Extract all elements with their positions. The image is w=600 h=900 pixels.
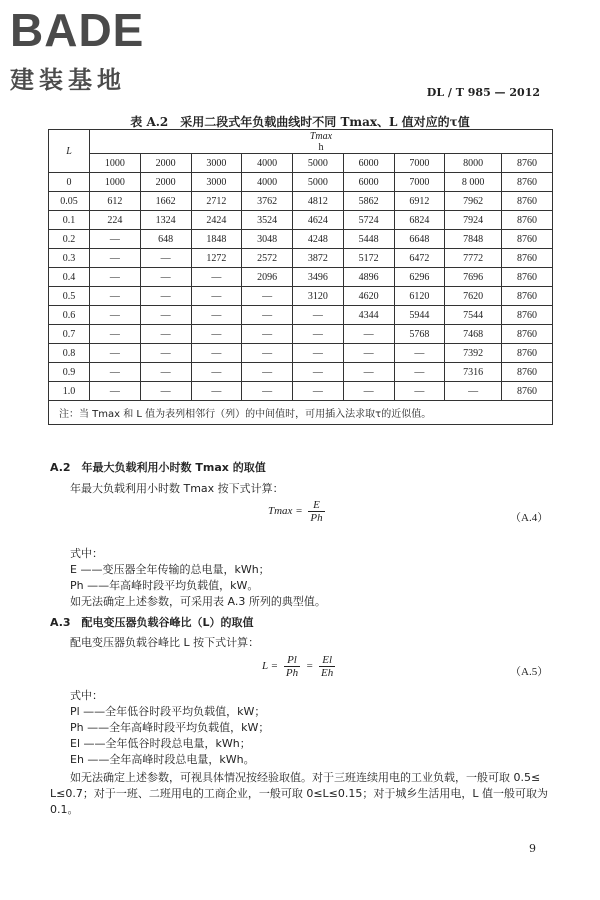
table-cell: — (343, 344, 394, 363)
table-cell: 5724 (343, 211, 394, 230)
column-header: 8000 (445, 154, 502, 173)
table-cell: — (191, 325, 242, 344)
a3-def-4: Eh ——全年高峰时段总电量，kWh。 (70, 753, 255, 766)
table-cell: — (191, 268, 242, 287)
table-cell: 2572 (242, 249, 293, 268)
table-cell: 648 (140, 230, 191, 249)
table-cell: 8760 (502, 249, 553, 268)
table-cell: — (90, 344, 141, 363)
table-cell: 6000 (343, 173, 394, 192)
row-l-value: 0.05 (49, 192, 90, 211)
column-header: 2000 (140, 154, 191, 173)
table-cell: 2424 (191, 211, 242, 230)
table-cell: — (191, 363, 242, 382)
table-cell: 8760 (502, 287, 553, 306)
row-l-value: 0.4 (49, 268, 90, 287)
table-cell: 4248 (293, 230, 344, 249)
a2-def-1: E ——变压器全年传输的总电量，kWh； (70, 563, 270, 576)
formula-a5: L = $\frac{Pl}{Ph}$ = $\frac{El}{Eh}$ (262, 654, 334, 679)
table-cell: — (293, 344, 344, 363)
l-header: L (49, 130, 90, 173)
a3-paragraph-line-2: L≤0.7；对于一班、二班用电的工商企业，一般可取 0≤L≤0.15；对于城乡生活用电，L 值一般可取为 (50, 787, 549, 800)
table-cell: 8760 (502, 268, 553, 287)
table-cell: 8 000 (445, 173, 502, 192)
table-cell: — (90, 249, 141, 268)
table-cell: 1272 (191, 249, 242, 268)
table-cell: 2000 (140, 173, 191, 192)
table-cell: 612 (90, 192, 141, 211)
column-header: 7000 (394, 154, 445, 173)
logo-brand: BADE (10, 4, 145, 56)
table-cell: 4624 (293, 211, 344, 230)
table-cell: — (394, 344, 445, 363)
table-cell: 6472 (394, 249, 445, 268)
a2-intro: 年最大负载利用小时数 Tmax 按下式计算： (70, 482, 284, 495)
table-body (49, 173, 553, 401)
table-cell: 2712 (191, 192, 242, 211)
table-cell: — (394, 382, 445, 401)
table-cell: — (140, 268, 191, 287)
table-cell: — (90, 268, 141, 287)
table-note: 注：当 Tmax 和 L 值为表列相邻行（列）的中间值时，可用插入法求取τ的近似值。 (49, 401, 553, 425)
table-cell: — (90, 306, 141, 325)
table-cell: — (242, 306, 293, 325)
table-cell: 3496 (293, 268, 344, 287)
table-cell: 7544 (445, 306, 502, 325)
row-l-value: 1.0 (49, 382, 90, 401)
row-l-value: 0.7 (49, 325, 90, 344)
table-cell: 1848 (191, 230, 242, 249)
table-cell: — (140, 363, 191, 382)
column-header: 5000 (293, 154, 344, 173)
table-row (49, 249, 553, 268)
table-cell: 4620 (343, 287, 394, 306)
table-cell: 7924 (445, 211, 502, 230)
table-cell: 4344 (343, 306, 394, 325)
a3-def-2: Ph ——全年高峰时段平均负载值，kW； (70, 721, 270, 734)
table-cell: 8760 (502, 382, 553, 401)
table-cell: 6912 (394, 192, 445, 211)
table-cell: — (140, 325, 191, 344)
row-l-value: 0.9 (49, 363, 90, 382)
logo (10, 6, 144, 95)
table-cell: 8760 (502, 363, 553, 382)
column-header: 4000 (242, 154, 293, 173)
table-cell: — (90, 325, 141, 344)
table-cell: 3000 (191, 173, 242, 192)
table-cell: 7316 (445, 363, 502, 382)
table-cell: — (343, 363, 394, 382)
a2-where: 式中： (70, 547, 103, 560)
table-cell: 6296 (394, 268, 445, 287)
table-cell: 5944 (394, 306, 445, 325)
table-cell: 2096 (242, 268, 293, 287)
section-a2-title: A.2 年最大负载利用小时数 Tmax 的取值 (50, 461, 266, 474)
table-cell: 4000 (242, 173, 293, 192)
column-header: 3000 (191, 154, 242, 173)
table-cell: — (140, 249, 191, 268)
column-header: 6000 (343, 154, 394, 173)
row-l-value: 0.8 (49, 344, 90, 363)
table-cell: 1000 (90, 173, 141, 192)
a3-def-3: El ——全年低谷时段总电量，kWh； (70, 737, 251, 750)
table-cell: 3872 (293, 249, 344, 268)
table-cell: 8760 (502, 211, 553, 230)
table-cell: 3762 (242, 192, 293, 211)
formula-a4: Tmax = $\frac{E}{Ph}$ (268, 499, 323, 524)
table-cell: 8760 (502, 344, 553, 363)
tau-table (48, 129, 553, 425)
page-number: 9 (529, 842, 536, 855)
table-cell: — (293, 325, 344, 344)
table-cell: 7468 (445, 325, 502, 344)
table-cell: 1662 (140, 192, 191, 211)
table-cell: 5768 (394, 325, 445, 344)
table-cell: — (140, 344, 191, 363)
a3-intro: 配电变压器负载谷峰比 L 按下式计算： (70, 636, 260, 649)
table-caption: 表 A.2 采用二段式年负载曲线时不同 Tmax、L 值对应的τ值 (130, 115, 470, 129)
table-cell: — (242, 382, 293, 401)
table-cell: — (293, 382, 344, 401)
table-cell: — (140, 306, 191, 325)
table-cell: 5172 (343, 249, 394, 268)
table-cell: — (394, 363, 445, 382)
table-cell: 7848 (445, 230, 502, 249)
standard-number: DL / T 985 — 2012 (426, 86, 540, 99)
table-cell: 7000 (394, 173, 445, 192)
table-cell: 4896 (343, 268, 394, 287)
table-cell: 8760 (502, 230, 553, 249)
table-cell: 3524 (242, 211, 293, 230)
a2-def-2: Ph ——年高峰时段平均负载值，kW。 (70, 579, 259, 592)
table-row (49, 192, 553, 211)
table-cell: 6120 (394, 287, 445, 306)
table-row (49, 230, 553, 249)
table-row (49, 325, 553, 344)
table-row (49, 211, 553, 230)
table-row (49, 287, 553, 306)
table-cell: — (90, 287, 141, 306)
table-cell: 7696 (445, 268, 502, 287)
table-cell: — (293, 363, 344, 382)
table-cell: 5448 (343, 230, 394, 249)
table-cell: 7772 (445, 249, 502, 268)
row-l-value: 0.1 (49, 211, 90, 230)
row-l-value: 0 (49, 173, 90, 192)
table-cell: — (90, 363, 141, 382)
table-cell: 6824 (394, 211, 445, 230)
table-cell: 8760 (502, 325, 553, 344)
table-cell: — (90, 382, 141, 401)
table-cell: 5862 (343, 192, 394, 211)
table-row (49, 382, 553, 401)
column-header: 8760 (502, 154, 553, 173)
table-cell: — (191, 382, 242, 401)
row-l-value: 0.5 (49, 287, 90, 306)
a2-fallback: 如无法确定上述参数，可采用表 A.3 所列的典型值。 (70, 595, 326, 608)
table-cell: 3120 (293, 287, 344, 306)
column-header: 1000 (90, 154, 141, 173)
table-cell: — (343, 382, 394, 401)
table-cell: — (242, 363, 293, 382)
table-row (49, 363, 553, 382)
column-header-row (49, 154, 553, 173)
table-cell: — (140, 382, 191, 401)
table-cell: — (90, 230, 141, 249)
table-cell: — (343, 325, 394, 344)
logo-subtitle: 建装基地 (10, 66, 126, 94)
table-cell: 7620 (445, 287, 502, 306)
table-cell: — (293, 306, 344, 325)
table-cell: — (445, 382, 502, 401)
a3-def-1: Pl ——全年低谷时段平均负载值，kW； (70, 705, 266, 718)
row-l-value: 0.3 (49, 249, 90, 268)
tmax-header: Tmax h (90, 130, 553, 154)
row-l-value: 0.2 (49, 230, 90, 249)
a3-paragraph-line-1: 如无法确定上述参数，可视具体情况按经验取值。对于三班连续用电的工业负载，一般可取 0.5≤ (70, 771, 541, 784)
table-cell: 5000 (293, 173, 344, 192)
table-row (49, 173, 553, 192)
table-cell: 6648 (394, 230, 445, 249)
table-row (49, 344, 553, 363)
table-cell: 224 (90, 211, 141, 230)
table-cell: 1324 (140, 211, 191, 230)
a3-where: 式中： (70, 689, 103, 702)
table-cell: 8760 (502, 306, 553, 325)
table-cell: — (140, 287, 191, 306)
row-l-value: 0.6 (49, 306, 90, 325)
table-cell: 7392 (445, 344, 502, 363)
table-row (49, 306, 553, 325)
table-cell: 8760 (502, 173, 553, 192)
table-cell: — (191, 306, 242, 325)
table-cell: 3048 (242, 230, 293, 249)
table-cell: — (191, 287, 242, 306)
table-cell: 7962 (445, 192, 502, 211)
table-cell: — (242, 344, 293, 363)
table-row (49, 268, 553, 287)
eq-number-a4: （A.4） (510, 512, 549, 524)
section-a3-title: A.3 配电变压器负载谷峰比（L）的取值 (50, 616, 254, 629)
a3-paragraph-line-3: 0.1。 (50, 803, 79, 816)
table-cell: 4812 (293, 192, 344, 211)
table-cell: — (191, 344, 242, 363)
table-cell: — (242, 325, 293, 344)
table-cell: — (242, 287, 293, 306)
table-cell: 8760 (502, 192, 553, 211)
eq-number-a5: （A.5） (510, 666, 549, 678)
